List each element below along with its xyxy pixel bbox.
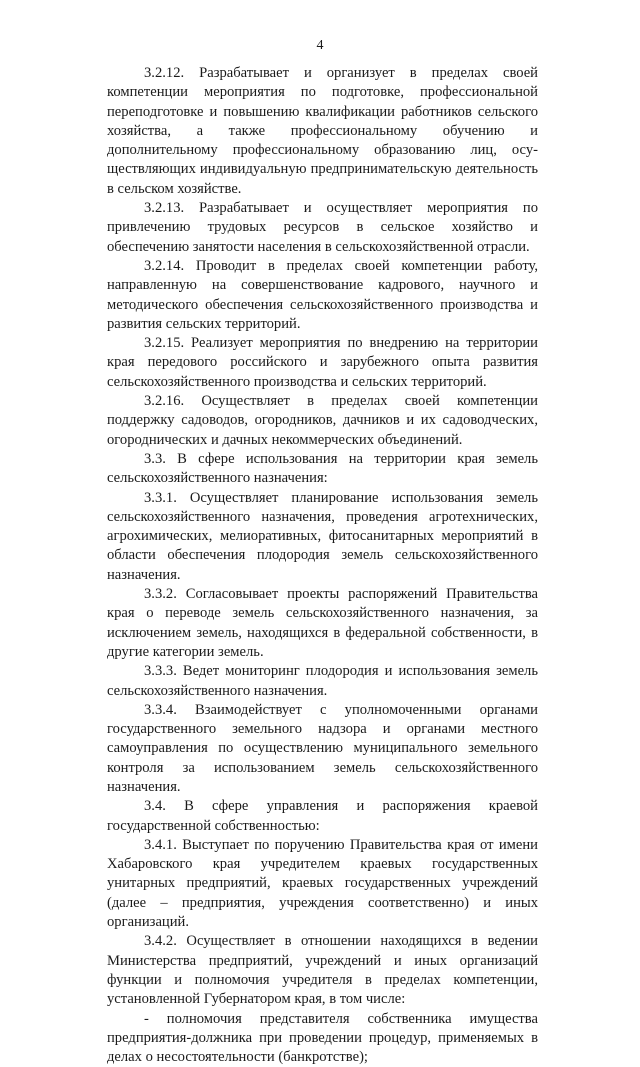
paragraph-3-4-2: 3.4.2. Осуществляет в отношении находящихся в ведении Министерства предприятий, учреждений и иных организаций функции и полномочия учредителя в пределах компетенции, установленной Губернатором края, в том числе: <box>107 933 538 1008</box>
paragraph-3-3-1: 3.3.1. Осуществляет планирование использования земель сельскохозяйственного назначения, проведения агротехнических, агрохимических, мелиоративных, фитосанитарных мероприятий в области обеспечения плодородия земель сельскохозяйственного назначения. <box>107 489 538 583</box>
paragraph-3-2-16: 3.2.16. Осуществляет в пределах своей компетенции поддержку садоводов, огородников, дачников и их садоводческих, огороднических и дачных некоммерческих объединений. <box>107 393 538 448</box>
document-body <box>107 64 538 1067</box>
paragraph-3-3: 3.3. В сфере использования на территории края земель сельскохозяйственного назначения: <box>107 450 538 487</box>
paragraph-3-3-4: 3.3.4. Взаимодействует с уполномоченными органами государственного земельного надзора и органами местного самоуправления по осуществлению муниципального земельного контроля за использованием земель сельскохозяйственного назначения. <box>107 701 538 795</box>
paragraph-3-2-15: 3.2.15. Реализует мероприятия по внедрению на территории края передового российского и зарубежного опыта развития сельскохозяйственного производства и сельских территорий. <box>107 335 538 390</box>
paragraph-3-4: 3.4. В сфере управления и распоряжения краевой государственной собственностью: <box>107 798 538 834</box>
page-number: 4 <box>316 38 324 53</box>
paragraph-3-2-12: 3.2.12. Разрабатывает и организует в пределах своей компетенции мероприятия по подготовке, профессиональной переподготовке и повышению квалификации работников сельского хозяйства, а также профессиональному обучению и дополнительному профессиональному образованию лиц, осуществляющих индивидуальную предпринимательскую деятельность в сельском хозяйстве. <box>107 65 538 197</box>
paragraph-3-4-1: 3.4.1. Выступает по поручению Правительства края от имени Хабаровского края учредителем краевых государственных унитарных предприятий, краевых государственных учреждений (далее – предприятия, учреждения соответственно) и иных организаций. <box>107 836 538 931</box>
paragraph-3-3-2: 3.3.2. Согласовывает проекты распоряжений Правительства края о переводе земель сельскохозяйственного назначения, за исключением земель, находящихся в федеральной собственности, в другие категории земель. <box>107 586 538 660</box>
paragraph-3-2-13: 3.2.13. Разрабатывает и осуществляет мероприятия по привлечению трудовых ресурсов в сельское хозяйство и обеспечению занятости населения в сельскохозяйственной отрасли. <box>107 200 538 255</box>
paragraph-3-3-3: 3.3.3. Ведет мониторинг плодородия и использования земель сельскохозяйственного назначения. <box>107 663 538 699</box>
paragraph-3-2-14: 3.2.14. Проводит в пределах своей компетенции работу, направленную на совершенствование кадрового, научного и методического обеспечения сельскохозяйственного производства и развития сельских территорий. <box>107 257 538 332</box>
list-item-bankruptcy-powers: - полномочия представителя собственника имущества предприятия-должника при проведении процедур, применяемых в делах о несостоятельности (банкротстве); <box>107 1010 538 1066</box>
